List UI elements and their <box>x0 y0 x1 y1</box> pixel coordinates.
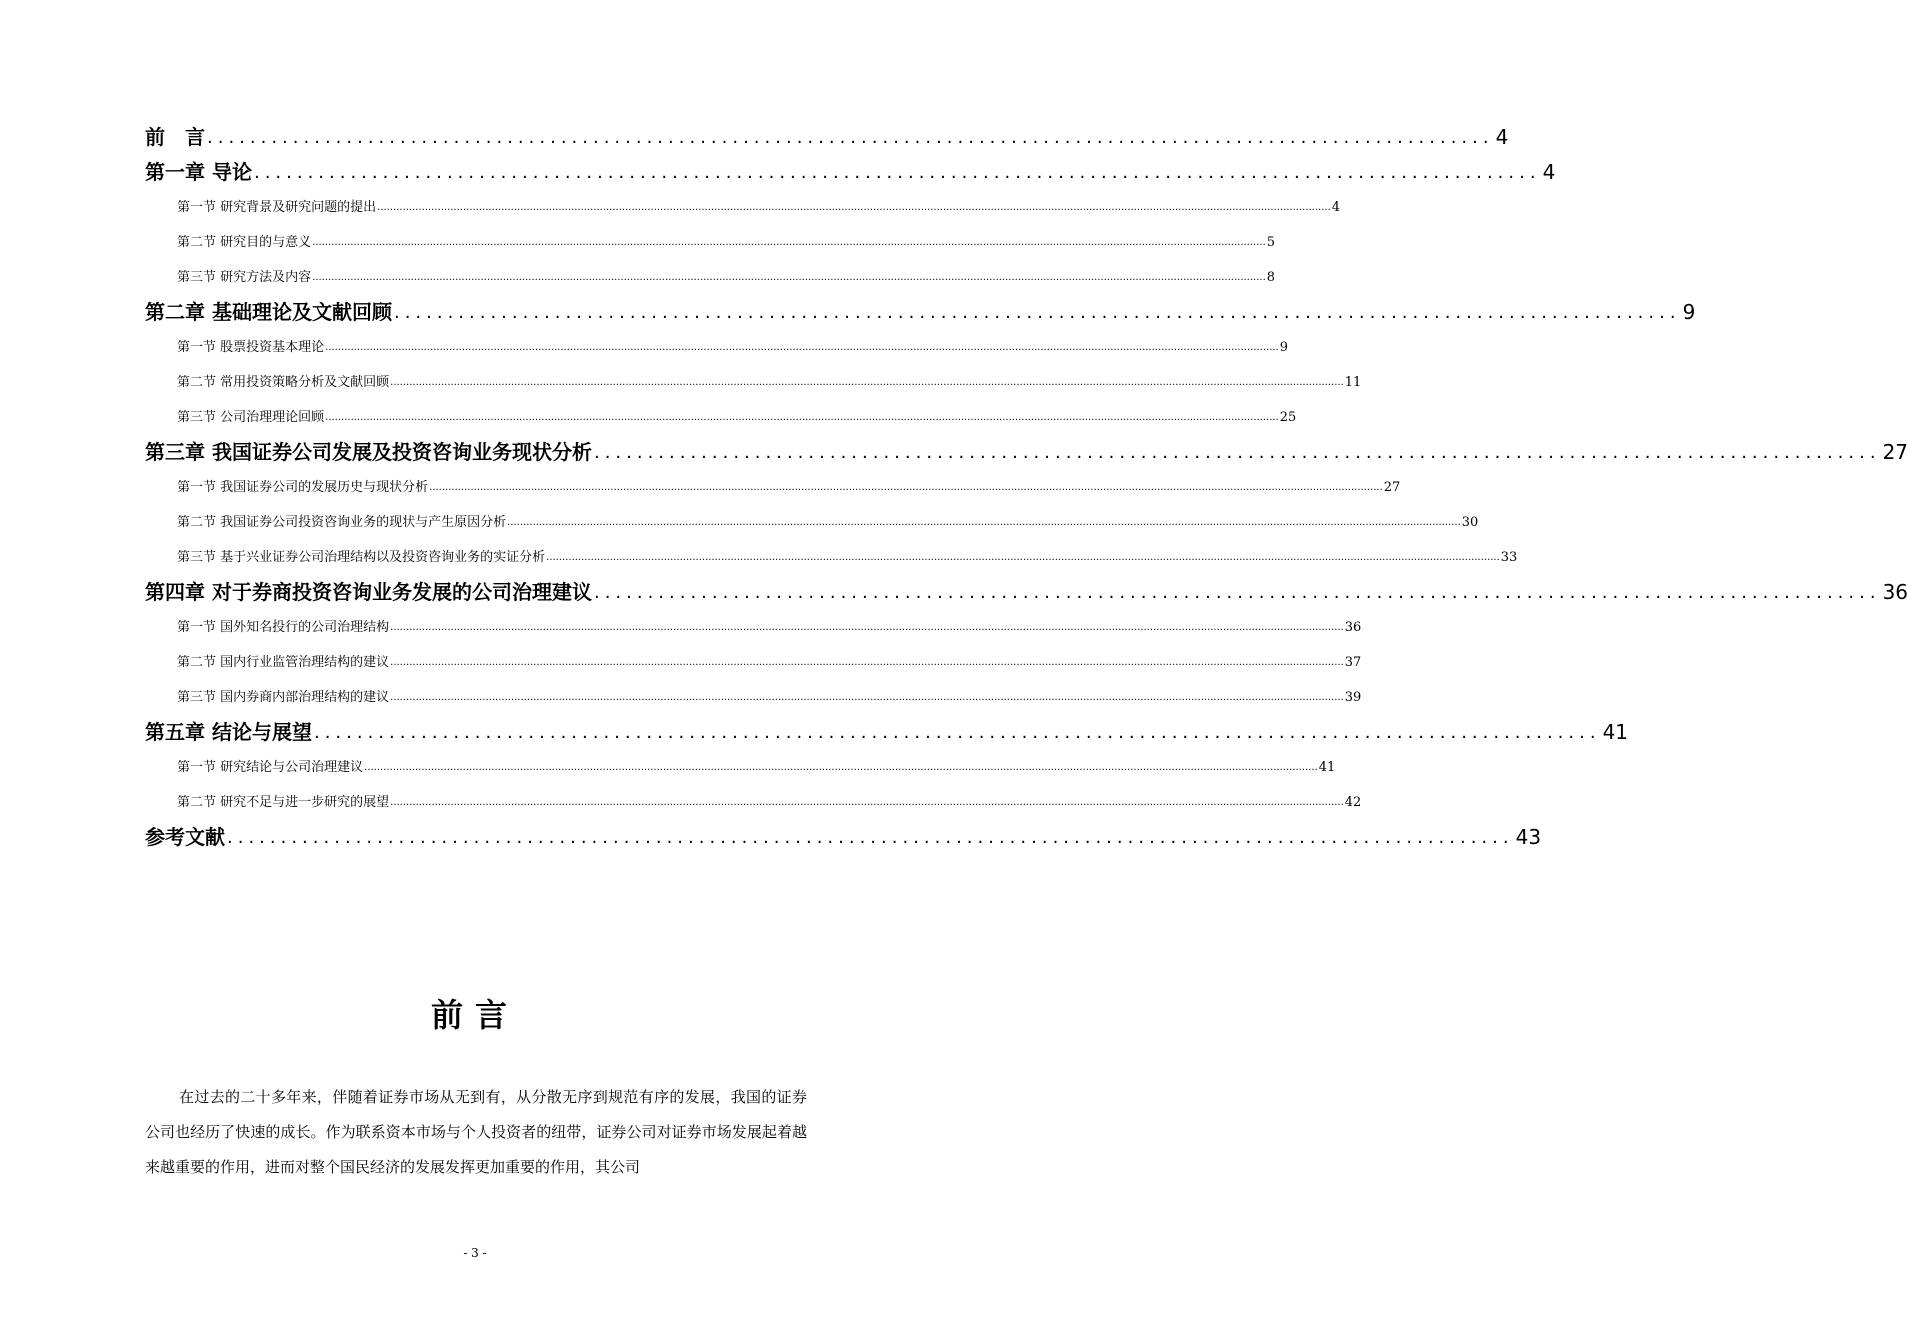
toc-page-number: 33 <box>1500 550 1518 565</box>
toc-section-entry[interactable] <box>145 680 1362 715</box>
toc-dot-leader: ............................................................................................................................................................................................................................................................................................................ <box>507 517 1461 528</box>
toc-dot-leader: ........................................................................................................................ <box>207 127 1494 148</box>
toc-chapter-entry[interactable] <box>145 295 1696 330</box>
toc-dot-leader: ........................................................................................................................ <box>313 722 1601 743</box>
toc-dot-leader: ............................................................................................................................................................................................................................................................................................................ <box>312 272 1266 283</box>
toc-entry-title: 第三章 我国证券公司发展及投资咨询业务现状分析 <box>145 440 592 464</box>
toc-entry-title: 第二节 国内行业监管治理结构的建议 <box>177 655 390 670</box>
toc-dot-leader: ........................................................................................................................ <box>593 442 1881 463</box>
toc-page-number: 4 <box>1495 125 1509 149</box>
toc-dot-leader: ............................................................................................................................................................................................................................................................................................................ <box>364 762 1318 773</box>
toc-dot-leader: ........................................................................................................................ <box>227 827 1514 848</box>
toc-chapter-entry[interactable] <box>145 715 1629 750</box>
toc-chapter-entry[interactable] <box>145 820 1542 855</box>
toc-chapter-entry[interactable] <box>145 155 1556 190</box>
toc-entry-title: 第二节 研究不足与进一步研究的展望 <box>177 795 390 810</box>
toc-section-entry[interactable] <box>145 470 1401 505</box>
toc-page-number: 42 <box>1344 795 1362 810</box>
toc-entry-title: 第一节 研究结论与公司治理建议 <box>177 760 364 775</box>
body-text <box>145 1080 807 1185</box>
toc-page-number: 27 <box>1383 480 1401 495</box>
toc-chapter-entry[interactable] <box>145 435 1908 470</box>
toc-section-entry[interactable] <box>145 785 1362 820</box>
toc-page-number: 4 <box>1542 160 1556 184</box>
toc-page-number: 41 <box>1602 720 1629 744</box>
toc-dot-leader: ............................................................................................................................................................................................................................................................................................................ <box>546 552 1500 563</box>
toc-entry-title: 第三节 公司治理理论回顾 <box>177 410 325 425</box>
toc-page-number: 36 <box>1344 620 1362 635</box>
toc-dot-leader: ............................................................................................................................................................................................................................................................................................................ <box>390 692 1344 703</box>
toc-chapter-entry[interactable] <box>145 120 1509 155</box>
toc-dot-leader: ............................................................................................................................................................................................................................................................................................................ <box>390 797 1344 808</box>
toc-entry-title: 第一章 导论 <box>145 160 252 184</box>
toc-entry-title: 第二节 常用投资策略分析及文献回顾 <box>177 375 390 390</box>
toc-entry-title: 第二节 我国证券公司投资咨询业务的现状与产生原因分析 <box>177 515 507 530</box>
toc-entry-title: 第三节 研究方法及内容 <box>177 270 312 285</box>
toc-dot-leader: ........................................................................................................................ <box>253 162 1541 183</box>
toc-entry-title: 参考文献 <box>145 825 225 849</box>
toc-dot-leader: ............................................................................................................................................................................................................................................................................................................ <box>429 482 1383 493</box>
toc-entry-title: 第四章 对于券商投资咨询业务发展的公司治理建议 <box>145 580 592 604</box>
toc-page-number: 4 <box>1331 200 1341 215</box>
toc-page-number: 9 <box>1279 340 1289 355</box>
toc-dot-leader: ............................................................................................................................................................................................................................................................................................................ <box>390 377 1344 388</box>
toc-chapter-entry[interactable] <box>145 575 1908 610</box>
body-paragraph: 在过去的二十多年来，伴随着证券市场从无到有，从分散无序到规范有序的发展，我国的证券公司也经历了快速的成长。作为联系资本市场与个人投资者的纽带，证券公司对证券市场发展起着越来越重要的作用，进而对整个国民经济的发展发挥更加重要的作用，其公司 <box>145 1088 807 1176</box>
toc-section-entry[interactable] <box>145 260 1276 295</box>
toc-page-number: 5 <box>1266 235 1276 250</box>
toc-page-number: 43 <box>1515 825 1542 849</box>
toc-page-number: 30 <box>1461 515 1479 530</box>
toc-section-entry[interactable] <box>145 645 1362 680</box>
toc-dot-leader: ........................................................................................................................ <box>593 582 1881 603</box>
toc-section-entry[interactable] <box>145 400 1297 435</box>
toc-entry-title: 第一节 国外知名投行的公司治理结构 <box>177 620 390 635</box>
toc-dot-leader: ............................................................................................................................................................................................................................................................................................................ <box>325 342 1279 353</box>
toc-page-number: 27 <box>1882 440 1908 464</box>
toc-section-entry[interactable] <box>145 610 1362 645</box>
toc-page-number: 25 <box>1279 410 1297 425</box>
toc-section-entry[interactable] <box>145 365 1362 400</box>
toc-section-entry[interactable] <box>145 505 1479 540</box>
toc-entry-title: 第二章 基础理论及文献回顾 <box>145 300 392 324</box>
section-heading: 前言 <box>430 996 519 1034</box>
toc-section-entry[interactable] <box>145 750 1336 785</box>
page-number-footer: - 3 - <box>463 1246 487 1260</box>
toc-dot-leader: ........................................................................................................................ <box>393 302 1681 323</box>
toc-entry-title: 第三节 基于兴业证券公司治理结构以及投资咨询业务的实证分析 <box>177 550 546 565</box>
toc-page-number: 36 <box>1882 580 1908 604</box>
toc-page-number: 41 <box>1318 760 1336 775</box>
toc-page-number: 37 <box>1344 655 1362 670</box>
toc-section-entry[interactable] <box>145 225 1276 260</box>
toc-page-number: 11 <box>1344 375 1362 390</box>
table-of-contents <box>145 120 1908 855</box>
toc-entry-title: 第一节 我国证券公司的发展历史与现状分析 <box>177 480 429 495</box>
toc-entry-title: 前 言 <box>145 125 205 149</box>
toc-dot-leader: ............................................................................................................................................................................................................................................................................................................ <box>325 412 1279 423</box>
toc-section-entry[interactable] <box>145 190 1341 225</box>
toc-entry-title: 第一节 股票投资基本理论 <box>177 340 325 355</box>
toc-dot-leader: ............................................................................................................................................................................................................................................................................................................ <box>390 657 1344 668</box>
toc-page-number: 9 <box>1682 300 1696 324</box>
toc-page-number: 39 <box>1344 690 1362 705</box>
toc-section-entry[interactable] <box>145 540 1518 575</box>
toc-dot-leader: ............................................................................................................................................................................................................................................................................................................ <box>377 202 1331 213</box>
toc-page-number: 8 <box>1266 270 1276 285</box>
toc-entry-title: 第三节 国内券商内部治理结构的建议 <box>177 690 390 705</box>
toc-dot-leader: ............................................................................................................................................................................................................................................................................................................ <box>390 622 1344 633</box>
toc-entry-title: 第一节 研究背景及研究问题的提出 <box>177 200 377 215</box>
toc-section-entry[interactable] <box>145 330 1289 365</box>
toc-dot-leader: ............................................................................................................................................................................................................................................................................................................ <box>312 237 1266 248</box>
toc-entry-title: 第五章 结论与展望 <box>145 720 312 744</box>
toc-entry-title: 第二节 研究目的与意义 <box>177 235 312 250</box>
